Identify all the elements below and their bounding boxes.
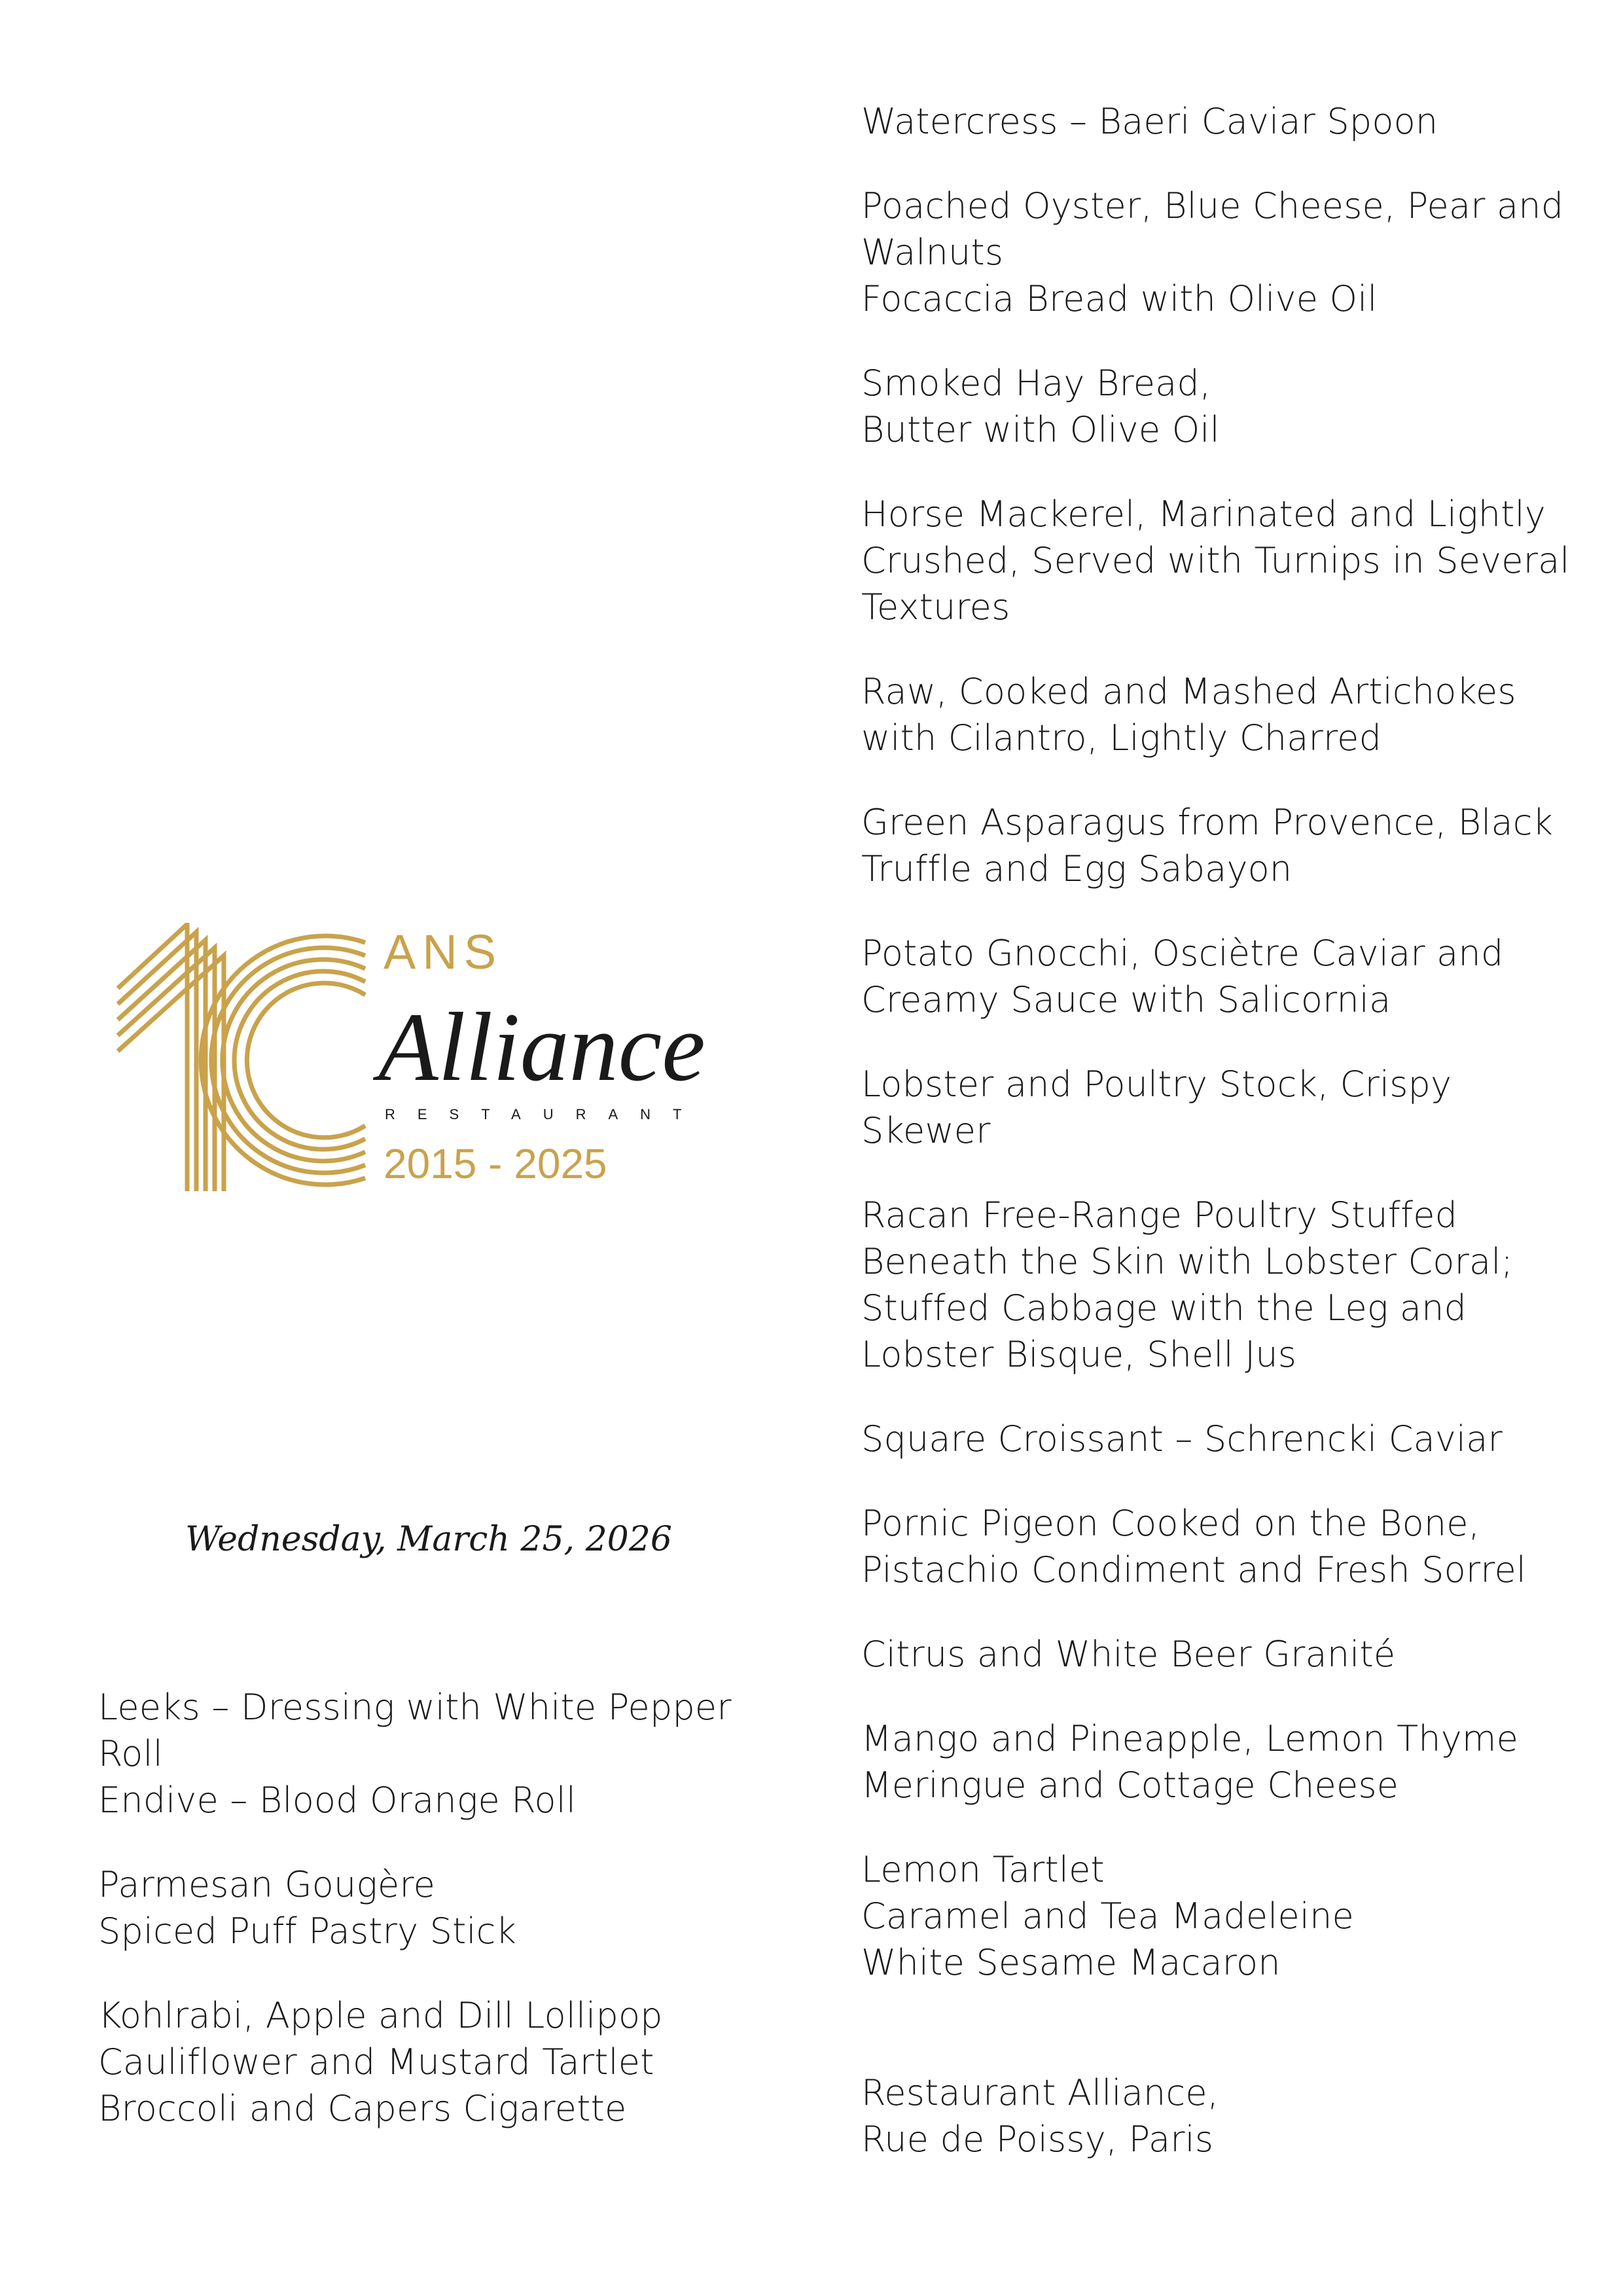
- menu-course-line: Watercress – Baeri Caviar Spoon: [861, 101, 1438, 142]
- menu-course: [861, 1416, 1588, 1462]
- logo-ans: ANS: [383, 925, 503, 979]
- menu-course-line: Crushed, Served with Turnips in Several: [861, 540, 1570, 581]
- menu-course-line: Poached Oyster, Blue Cheese, Pear and: [861, 185, 1564, 226]
- menu-course-line: Lobster Bisque, Shell Jus: [861, 1334, 1297, 1375]
- logo-graphic: [116, 923, 758, 1198]
- menu-course-line: Beneath the Skin with Lobster Coral;: [861, 1241, 1513, 1282]
- menu-course-line: Citrus and White Beer Granité: [861, 1634, 1396, 1675]
- menu-course-line: Spiced Puff Pastry Stick: [98, 1910, 517, 1952]
- menu-course-line: Pornic Pigeon Cooked on the Bone,: [861, 1503, 1480, 1544]
- menu-course-line: Caramel and Tea Madeleine: [861, 1895, 1354, 1937]
- menu-course-line: Stuffed Cabbage with the Leg and: [861, 1287, 1467, 1329]
- menu-course-line: Broccoli and Capers Cigarette: [98, 2088, 627, 2129]
- menu-course-line: White Sesame Macaron: [861, 1942, 1281, 1983]
- menu-course-line: Endive – Blood Orange Roll: [98, 1780, 577, 1821]
- menu-course-line: Green Asparagus from Provence, Black: [861, 802, 1554, 843]
- menu-course-line: Lobster and Poultry Stock, Crispy: [861, 1064, 1452, 1105]
- menu-course-line: Textures: [861, 586, 1010, 628]
- menu-course-line: Pistachio Condiment and Fresh Sorrel: [861, 1549, 1527, 1590]
- address-line: Restaurant Alliance,: [861, 2072, 1219, 2113]
- menu-course-line: Mango and Pineapple, Lemon Thyme: [861, 1718, 1519, 1759]
- menu-course: [98, 1992, 779, 2132]
- menu-course-line: with Cilantro, Lightly Charred: [861, 717, 1382, 759]
- logo-brand: Alliance: [378, 993, 705, 1102]
- menu-course: [861, 930, 1588, 1023]
- menu-course-line: Potato Gnocchi, Osciètre Caviar and: [861, 933, 1504, 974]
- menu-course-line: Leeks – Dressing with White Pepper: [98, 1687, 732, 1728]
- menu-course-line: Butter with Olive Oil: [861, 409, 1220, 450]
- menu-left-column: [98, 1684, 779, 2170]
- menu-course: [861, 1846, 1588, 1986]
- menu-course: [861, 1715, 1588, 1808]
- menu-course-line: Skewer: [861, 1110, 991, 1151]
- menu-course-line: Lemon Tartlet: [861, 1849, 1105, 1890]
- menu-course-line: Roll: [98, 1733, 163, 1774]
- menu-course: [861, 1061, 1588, 1154]
- logo-ten-glyph: [118, 924, 365, 1191]
- menu-course-line: Racan Free-Range Poultry Stuffed: [861, 1194, 1458, 1236]
- menu-course: [861, 668, 1588, 761]
- menu-course: [861, 360, 1588, 453]
- menu-course-line: Meringue and Cottage Cheese: [861, 1765, 1399, 1806]
- menu-course: [861, 799, 1588, 892]
- menu-course-line: Smoked Hay Bread,: [861, 363, 1211, 404]
- menu-course-line: Focaccia Bread with Olive Oil: [861, 278, 1378, 319]
- menu-course: [98, 1684, 779, 1823]
- menu-course: [861, 1631, 1588, 1677]
- address-line: Rue de Poissy, Paris: [861, 2119, 1214, 2160]
- menu-course: [861, 1500, 1588, 1593]
- anniversary-logo: [116, 923, 758, 1198]
- menu-course: [98, 1861, 779, 1954]
- menu-course: [861, 183, 1588, 322]
- menu-course: [861, 491, 1588, 630]
- menu-course-line: Square Croissant – Schrencki Caviar: [861, 1418, 1503, 1460]
- menu-course-line: Kohlrabi, Apple and Dill Lollipop: [98, 1995, 663, 2036]
- logo-years: 2015 - 2025: [383, 1140, 607, 1187]
- event-date: Wednesday, March 25, 2026: [185, 1520, 672, 1559]
- menu-course-line: Horse Mackerel, Marinated and Lightly: [861, 493, 1546, 535]
- menu-course-line: Parmesan Gougère: [98, 1864, 436, 1905]
- logo-tagline: RESTAURANT: [385, 1106, 704, 1122]
- menu-course: [861, 98, 1588, 145]
- menu-course-line: Creamy Sauce with Salicornia: [861, 979, 1391, 1020]
- menu-course-line: Raw, Cooked and Mashed Artichokes: [861, 671, 1516, 712]
- menu-course-line: Walnuts: [861, 232, 1004, 273]
- menu-course-line: Cauliflower and Mustard Tartlet: [98, 2041, 654, 2083]
- menu-course: [861, 1192, 1588, 1378]
- menu-right-column: [861, 98, 1588, 2162]
- menu-course-line: Truffle and Egg Sabayon: [861, 848, 1293, 889]
- restaurant-address: [861, 2070, 1588, 2162]
